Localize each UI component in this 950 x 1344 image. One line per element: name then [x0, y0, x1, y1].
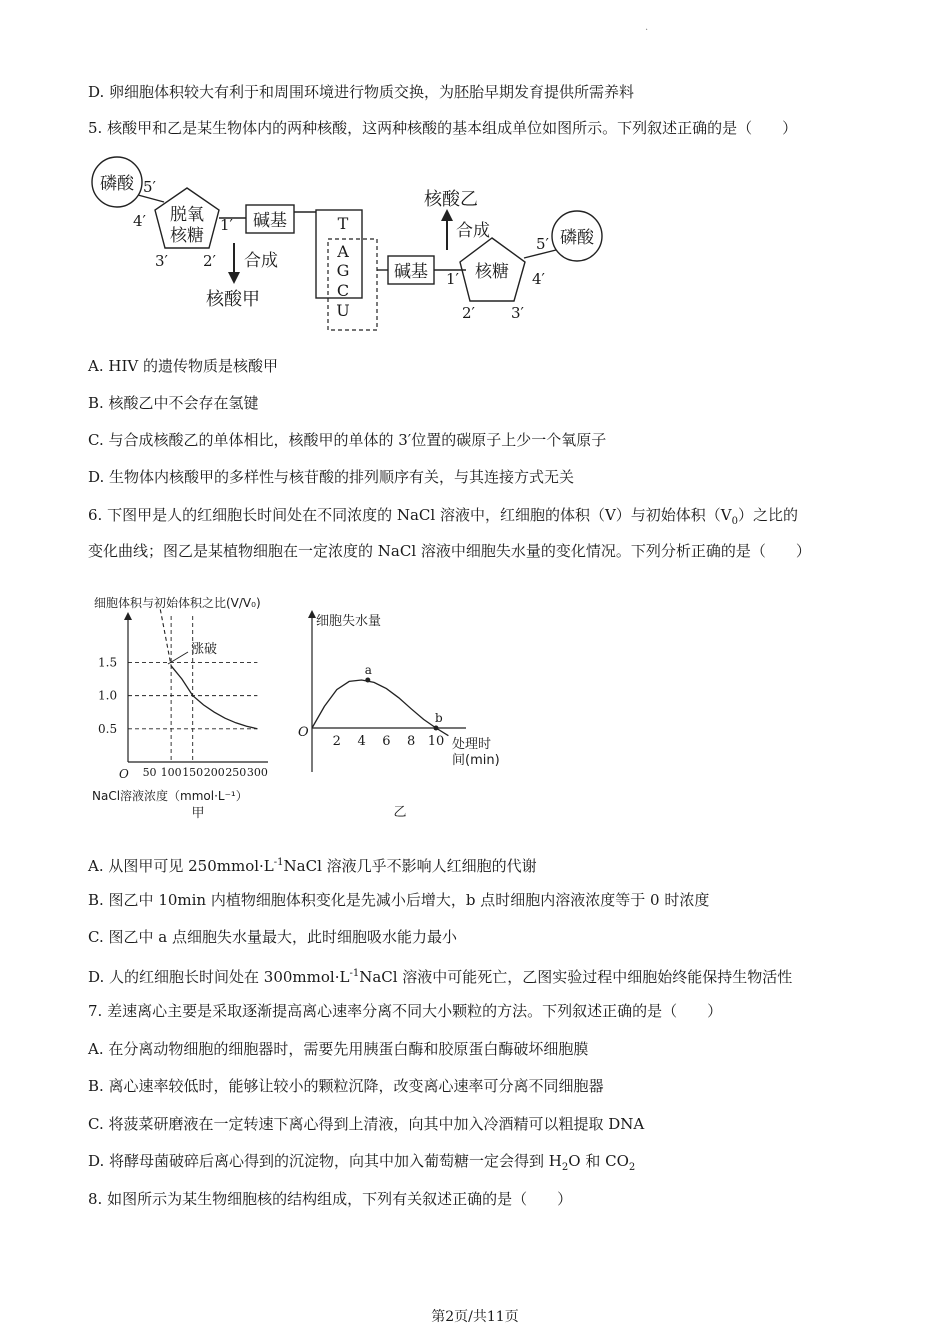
left-sugar-line1: 脱氧: [170, 205, 204, 225]
jia-ytick-label: 1.5: [98, 655, 118, 670]
q6-stem-line2: 变化曲线；图乙是某植物细胞在一定浓度的 NaCl 溶液中细胞失水量的变化情况。下列分析正确的是（ ）: [88, 542, 811, 560]
base-G: G: [336, 261, 350, 280]
jia-burst-label: 涨破: [191, 642, 218, 657]
right-pos-1-static: 1′: [446, 270, 459, 288]
left-pos-2: 2′: [203, 252, 216, 270]
yi-caption: 乙: [393, 805, 407, 820]
jia-xtick-label: 300: [246, 766, 268, 779]
q7-option-c: C. 将菠菜研磨液在一定转速下离心得到上清液，向其中加入冷酒精可以粗提取 DNA: [88, 1115, 645, 1133]
yi-xlabel-2: 间(min): [452, 753, 500, 768]
base-T: T: [337, 214, 349, 233]
right-pos-2: 2′: [462, 304, 475, 322]
yi-xtick-label: 8: [407, 734, 416, 749]
q5-option-d: D. 生物体内核酸甲的多样性与核苷酸的排列顺序有关，与其连接方式无关: [88, 468, 575, 486]
q5-stem: 5. 核酸甲和乙是某生物体内的两种核酸，这两种核酸的基本组成单位如图所示。下列叙述正确的是（ ）: [88, 119, 798, 137]
q6-stem-line1: 6. 下图甲是人的红细胞长时间处在不同浓度的 NaCl 溶液中，红细胞的体积（V）与初始体积$(V_0)$之比的: [88, 506, 799, 527]
q8-stem: 8. 如图所示为某生物细胞核的结构组成，下列有关叙述正确的是（ ）: [88, 1190, 573, 1208]
right-pos-3: 3′: [511, 304, 524, 322]
right-synth-label: 合成: [456, 221, 490, 241]
chart-jia: [88, 588, 298, 824]
jia-dashed-curve: [160, 609, 171, 665]
q5-option-a: A. HIV 的遗传物质是核酸甲: [88, 357, 278, 375]
q6-option-b: B. 图乙中 10min 内植物细胞体积变化是先减小后增大，b 点时细胞内溶液浓度等于 0 时浓度: [88, 891, 710, 909]
chart-yi: [290, 600, 530, 825]
q7-option-b: B. 离心速率较低时，能够让较小的颗粒沉降，改变离心速率可分离不同细胞器: [88, 1077, 604, 1095]
q5-option-c: C. 与合成核酸乙的单体相比，核酸甲的单体的 3′位置的碳原子上少一个氧原子: [88, 431, 607, 449]
yi-xtick-label: 6: [382, 734, 391, 749]
right-sugar-label: 核糖: [475, 262, 509, 282]
right-phosphate-label: 磷酸: [560, 228, 594, 248]
left-pos-1: 1′: [220, 216, 233, 234]
jia-xtick-label: 50: [142, 766, 157, 779]
jia-xlabel: NaCl溶液浓度（mmol·L⁻¹）: [92, 789, 248, 803]
page-dot: .: [645, 22, 649, 33]
jia-curve: [171, 666, 257, 729]
jia-caption: 甲: [191, 806, 205, 821]
base-C: C: [336, 281, 350, 300]
left-pos-4: 4′: [133, 212, 146, 230]
jia-origin: O: [119, 767, 129, 781]
yi-xtick-label: 2: [332, 734, 341, 749]
jia-ytick-label: 0.5: [98, 721, 118, 736]
jia-ytick-label: 1.0: [98, 688, 118, 703]
yi-point-a: [365, 678, 370, 683]
yi-point-b: [434, 726, 439, 731]
q7-stem: 7. 差速离心主要是采取逐渐提高离心速率分离不同大小颗粒的方法。下列叙述正确的是（ ）: [88, 1002, 723, 1020]
jia-xtick-label: 150: [182, 766, 204, 779]
left-base-label: 碱基: [253, 211, 287, 231]
right-product-label: 核酸乙: [424, 189, 478, 210]
left-synth-label: 合成: [244, 251, 278, 271]
right-pos-4: 4′: [532, 270, 545, 288]
jia-xtick-label: 250: [225, 766, 247, 779]
q7-option-d: D. 将酵母菌破碎后离心得到的沉淀物，向其中加入葡萄糖一定会得到 $H_2O$ 和 $CO_2$: [88, 1152, 636, 1173]
yi-xtick-label: 10: [427, 734, 445, 749]
yi-xlabel-1: 处理时: [452, 737, 492, 752]
q5-option-b: B. 核酸乙中不会存在氢键: [88, 394, 259, 412]
q7-option-a: A. 在分离动物细胞的细胞器时，需要先用胰蛋白酶和胶原蛋白酶破坏细胞膜: [88, 1040, 589, 1058]
left-pos-3: 3′: [155, 252, 168, 270]
q6-option-d: D. 人的红细胞长时间处在 $300mmol\cdot L^{-1}NaCl$ 溶液中可能死亡，乙图实验过程中细胞始终能保持生物活性: [88, 968, 793, 986]
jia-xtick-label: 200: [203, 766, 225, 779]
base-U: U: [336, 301, 350, 320]
q4-option-d: D. 卵细胞体积较大有利于和周围环境进行物质交换，为胚胎早期发育提供所需养料: [88, 83, 635, 101]
jia-ylabel: 细胞体积与初始体积之比(V/V₀): [94, 596, 261, 610]
left-pos-5: 5′: [143, 178, 156, 196]
left-sugar-line2: 核糖: [170, 226, 204, 246]
q6-option-a: A. 从图甲可见 $250mmol\cdot L^{-1}NaCl$ 溶液几乎不影响人红细胞的代谢: [88, 857, 537, 875]
left-product-label: 核酸甲: [206, 289, 260, 310]
right-base-label: 碱基: [394, 262, 428, 282]
yi-label-a: a: [364, 663, 372, 677]
base-A: A: [337, 242, 349, 261]
yi-curve: [312, 680, 448, 736]
q6-option-c: C. 图乙中 a 点细胞失水量最大，此时细胞吸水能力最小: [88, 928, 457, 946]
right-pos-5: 5′: [536, 235, 549, 253]
yi-ylabel: 细胞失水量: [316, 614, 382, 629]
yi-xtick-label: 4: [357, 734, 366, 749]
left-phosphate-label: 磷酸: [100, 174, 134, 194]
q5-nucleotide-diagram: [88, 150, 628, 340]
yi-origin: O: [298, 725, 309, 740]
yi-label-b: b: [435, 711, 443, 725]
jia-xtick-label: 100: [160, 766, 182, 779]
page-footer: 第2页/共11页: [431, 1309, 519, 1325]
